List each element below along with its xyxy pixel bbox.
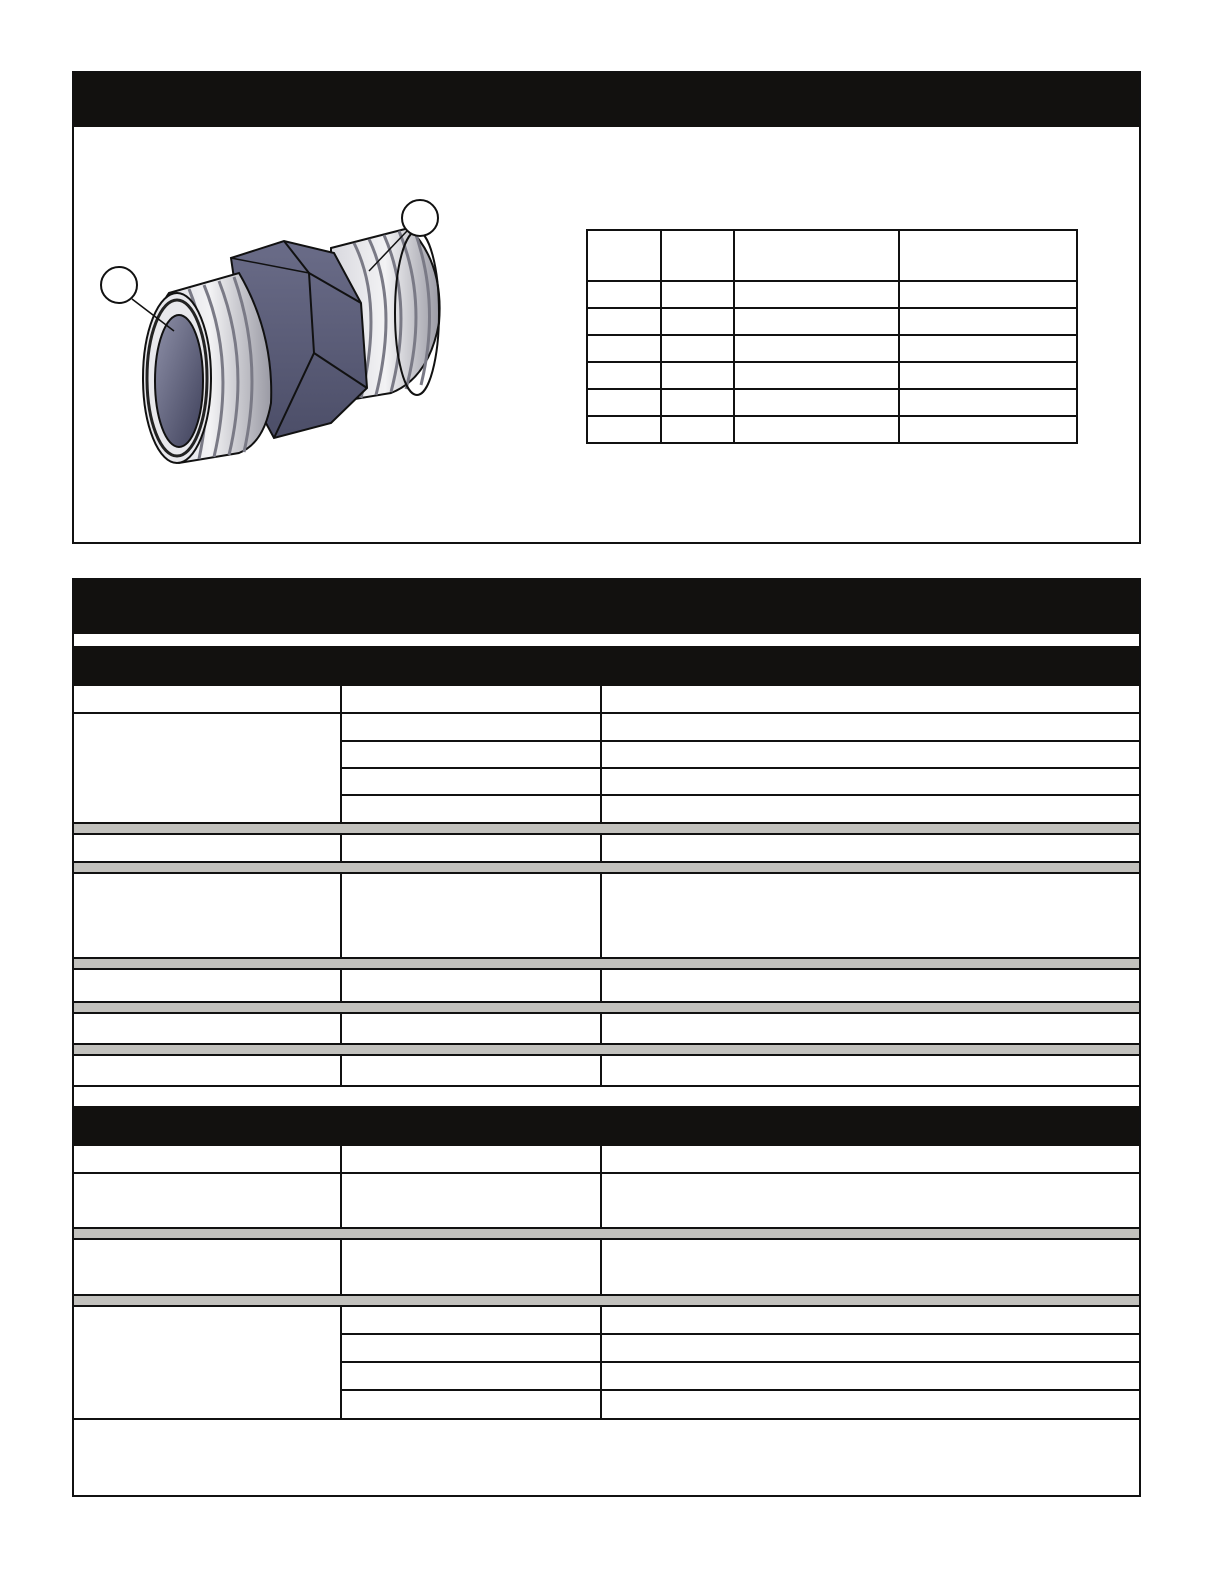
section-1-header (74, 646, 1139, 686)
parts-table-header (734, 230, 899, 281)
section-2-header (74, 1106, 1139, 1146)
table-row (587, 281, 1077, 308)
divider-bar (74, 861, 1139, 874)
table-cell (734, 308, 899, 335)
table-row (587, 308, 1077, 335)
table-row (74, 1174, 1139, 1229)
row-divider (342, 767, 1139, 769)
table-cell (661, 416, 734, 443)
table-cell (602, 970, 1139, 1001)
table-cell (734, 389, 899, 416)
table-cell (899, 362, 1077, 389)
table-cell (342, 970, 602, 1001)
table-cell (661, 389, 734, 416)
table-row (74, 835, 1139, 863)
row-divider (342, 1389, 1139, 1391)
table-cell (602, 686, 1139, 712)
table-cell (342, 1174, 602, 1227)
table-cell (74, 1174, 342, 1227)
table-cell (661, 335, 734, 362)
parts-table (586, 229, 1078, 444)
table-row-group (74, 714, 1139, 824)
table-row (74, 874, 1139, 959)
table-cell (74, 835, 342, 861)
parts-table-header (587, 230, 661, 281)
table-row (74, 1146, 1139, 1174)
specifications-panel (72, 578, 1141, 1497)
specifications-panel-header (74, 580, 1139, 634)
table-cell (342, 835, 602, 861)
table-row (74, 1056, 1139, 1087)
table-cell (587, 389, 661, 416)
row-divider (342, 1361, 1139, 1363)
fitting-illustration (99, 153, 479, 473)
table-cell (602, 1240, 1139, 1294)
table-cell (899, 389, 1077, 416)
table-cell (74, 1014, 342, 1043)
table-row-group (74, 1307, 1139, 1420)
table-row (74, 1014, 1139, 1045)
footer-note (74, 1420, 1139, 1495)
table-row (74, 1240, 1139, 1296)
table-cell (74, 874, 342, 957)
table-cell (74, 1307, 342, 1418)
left-thread (143, 273, 271, 463)
table-cell (587, 335, 661, 362)
table-cell (734, 335, 899, 362)
table-cell (74, 970, 342, 1001)
table-row (74, 686, 1139, 714)
table-cell (734, 362, 899, 389)
table-cell (342, 1240, 602, 1294)
divider-bar (74, 1227, 1139, 1240)
table-row (587, 389, 1077, 416)
table-cell (342, 686, 602, 712)
row-divider (342, 794, 1139, 796)
divider-bar (74, 822, 1139, 835)
table-cell (74, 1056, 342, 1085)
table-cell (899, 281, 1077, 308)
table-cell (602, 1056, 1139, 1085)
row-divider (342, 1333, 1139, 1335)
table-cell (661, 308, 734, 335)
table-cell (342, 874, 602, 957)
table-cell (587, 416, 661, 443)
table-cell (602, 1146, 1139, 1172)
parts-table-header-row (587, 230, 1077, 281)
table-cell (74, 1146, 342, 1172)
row-divider (342, 740, 1139, 742)
table-row (587, 335, 1077, 362)
table-cell (602, 874, 1139, 957)
table-row (587, 362, 1077, 389)
table-cell (74, 1240, 342, 1294)
table-row (74, 970, 1139, 1003)
table-cell (899, 335, 1077, 362)
table-cell (342, 1146, 602, 1172)
table-cell (734, 416, 899, 443)
table-cell (661, 362, 734, 389)
table-cell (899, 416, 1077, 443)
table-cell (899, 308, 1077, 335)
table-cell (602, 1174, 1139, 1227)
divider-bar (74, 1001, 1139, 1014)
divider-bar (74, 957, 1139, 970)
table-cell (587, 281, 661, 308)
table-cell (602, 835, 1139, 861)
parts-panel (72, 71, 1141, 544)
table-cell (74, 714, 342, 822)
table-cell (734, 281, 899, 308)
parts-table-header (661, 230, 734, 281)
divider-bar (74, 1294, 1139, 1307)
table-row (587, 416, 1077, 443)
divider-bar (74, 1043, 1139, 1056)
parts-panel-header (74, 73, 1139, 127)
table-cell (74, 686, 342, 712)
table-cell (342, 1014, 602, 1043)
table-cell (661, 281, 734, 308)
table-cell (587, 308, 661, 335)
table-cell (587, 362, 661, 389)
parts-table-header (899, 230, 1077, 281)
table-cell (602, 1014, 1139, 1043)
table-cell (342, 1056, 602, 1085)
